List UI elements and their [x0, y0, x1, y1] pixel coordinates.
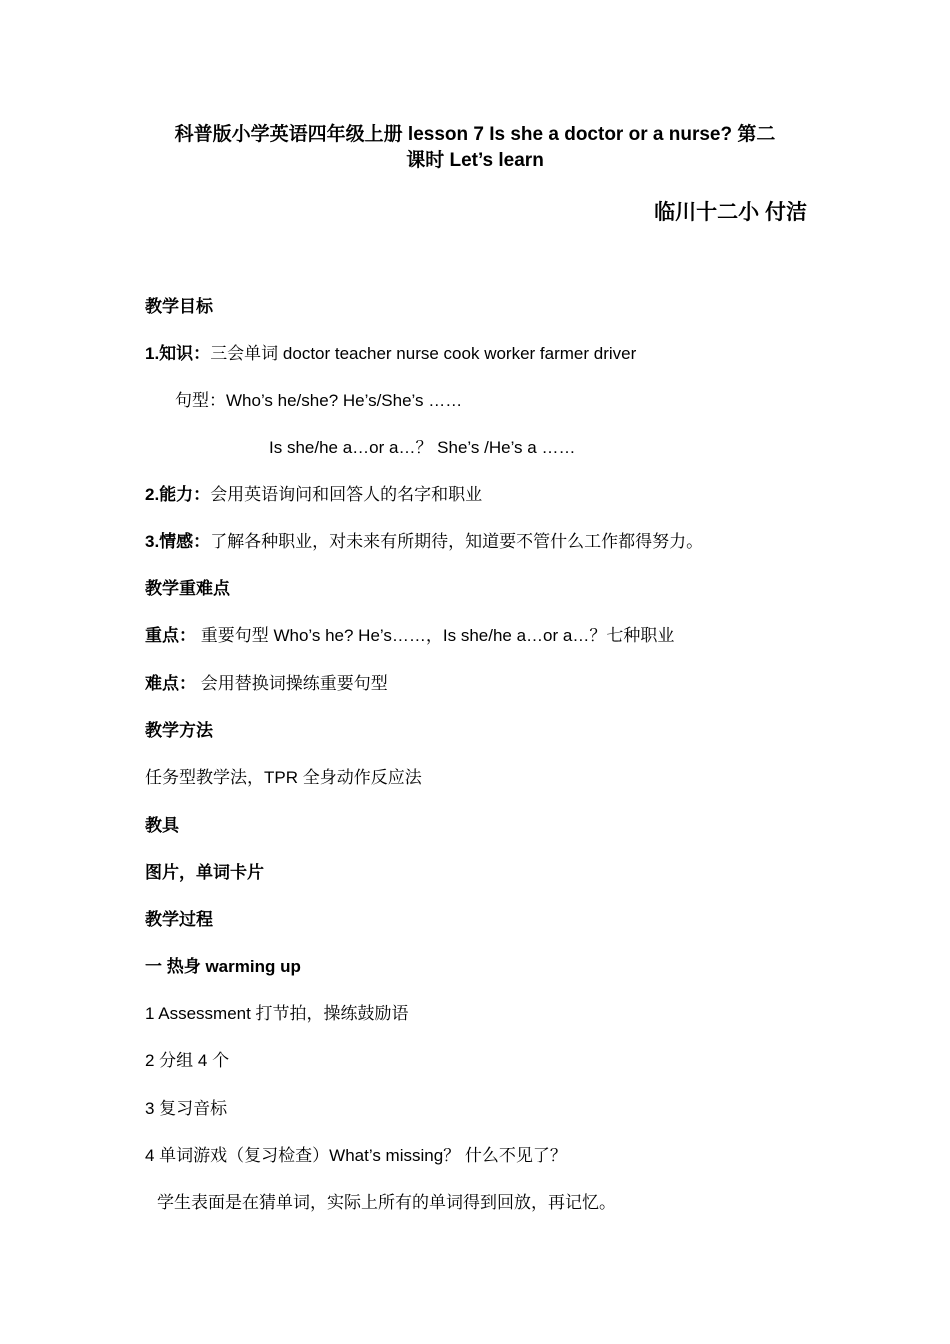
process-step-2: 2 分组 4 个	[145, 1051, 230, 1070]
ability-label: 2.能力：	[145, 485, 211, 504]
ability-line	[145, 480, 482, 505]
pattern-line	[175, 386, 462, 411]
title-line-2: 课时 Let’s learn	[406, 150, 544, 171]
process-note: 学生表面是在猜单词，实际上所有的单词得到回放，再记忆。	[157, 1193, 616, 1212]
pattern-text: Who’s he/she? He’s/She’s ……	[226, 391, 463, 410]
aids-text: 图片，单词卡片	[145, 863, 264, 882]
key-points-heading: 教学重难点	[145, 579, 230, 598]
emotion-line	[145, 527, 703, 552]
methods-heading: 教学方法	[145, 721, 213, 740]
process-step-4: 4 单词游戏（复习检查）What’s missing？ 什么不见了？	[145, 1146, 567, 1165]
process-step-3: 3 复习音标	[145, 1099, 228, 1118]
warmup-heading: 一 热身 warming up	[145, 957, 301, 976]
aids-heading: 教具	[145, 816, 179, 835]
difficult-label: 难点：	[145, 674, 196, 693]
difficult-line	[145, 669, 388, 694]
author-name: 临川十二小 付洁	[654, 201, 807, 224]
process-heading: 教学过程	[145, 910, 213, 929]
knowledge-text: 三会单词 doctor teacher nurse cook worker farmer driver	[210, 344, 637, 363]
key-text: 重要句型 Who’s he? He’s……，Is she/he a…or a…？七种职业	[196, 626, 675, 645]
objectives-heading: 教学目标	[145, 297, 213, 316]
difficult-text: 会用替换词操练重要句型	[196, 674, 388, 693]
key-label: 重点：	[145, 626, 196, 645]
knowledge-line	[145, 339, 636, 364]
key-line	[145, 621, 674, 646]
knowledge-label: 1.知识：	[145, 344, 211, 363]
methods-text: 任务型教学法，TPR 全身动作反应法	[145, 768, 422, 787]
emotion-label: 3.情感：	[145, 532, 211, 551]
emotion-text: 了解各种职业，对未来有所期待，知道要不管什么工作都得努力。	[210, 532, 704, 551]
document-title	[130, 122, 820, 174]
ability-text: 会用英语询问和回答人的名字和职业	[210, 485, 483, 504]
process-step-1: 1 Assessment 打节拍，操练鼓励语	[145, 1004, 409, 1023]
title-line-1: 科普版小学英语四年级上册 lesson 7 Is she a doctor or a nurse? 第二	[174, 124, 776, 145]
pattern-line-2: Is she/he a…or a…？ She’s /He’s a ……	[269, 438, 576, 457]
pattern-label: 句型：	[175, 391, 226, 410]
